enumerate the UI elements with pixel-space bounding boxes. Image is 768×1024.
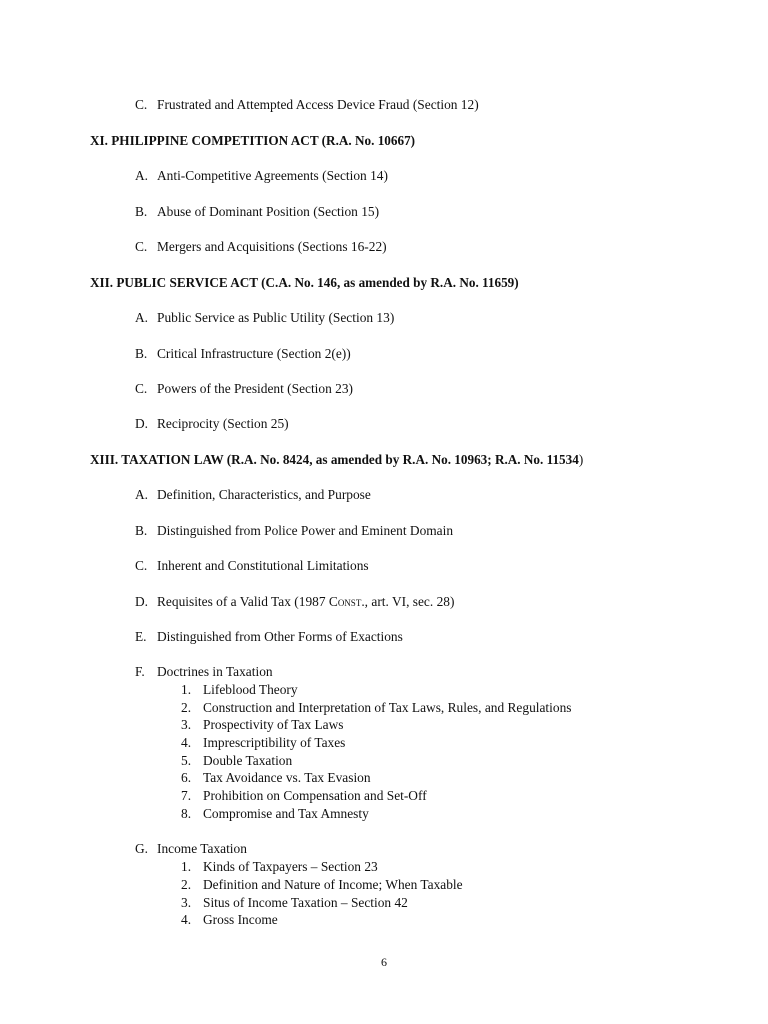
subitem-text: Distinguished from Police Power and Eminent Domain xyxy=(157,523,454,538)
outline-subitem xyxy=(135,346,351,362)
subitem-text-post: ., art. VI, sec. 28) xyxy=(361,594,455,609)
subitem-text-smallcaps: onst xyxy=(337,594,362,609)
item-text: Gross Income xyxy=(203,912,278,927)
subitem-text: Reciprocity (Section 25) xyxy=(157,416,289,431)
item-number: 2. xyxy=(181,877,192,892)
outline-subitem xyxy=(135,204,379,220)
subitem-text: Abuse of Dominant Position (Section 15) xyxy=(157,204,380,219)
item-number: 6. xyxy=(181,770,192,785)
numbered-item xyxy=(181,682,298,698)
item-text: Compromise and Tax Amnesty xyxy=(203,806,369,821)
subitem-letter: G. xyxy=(135,841,149,856)
outline-subitem xyxy=(135,97,479,113)
item-text: Lifeblood Theory xyxy=(203,682,298,697)
numbered-item xyxy=(181,717,344,733)
subitem-letter: F. xyxy=(135,664,145,679)
numbered-item xyxy=(181,859,378,875)
subitem-text: Distinguished from Other Forms of Exactions xyxy=(157,629,403,644)
outline-subitem xyxy=(135,310,394,326)
subitem-text: Frustrated and Attempted Access Device Fraud (Section 12) xyxy=(157,97,479,112)
item-text: Tax Avoidance vs. Tax Evasion xyxy=(203,770,371,785)
numbered-item xyxy=(181,895,408,911)
item-text: Situs of Income Taxation – Section 42 xyxy=(203,895,408,910)
subitem-letter: C. xyxy=(135,239,148,254)
subitem-text: Public Service as Public Utility (Section 13) xyxy=(157,310,395,325)
subitem-letter: C. xyxy=(135,97,148,112)
item-number: 3. xyxy=(181,895,192,910)
subitem-letter: D. xyxy=(135,594,149,609)
outline-subitem xyxy=(135,558,369,574)
item-text: Prohibition on Compensation and Set-Off xyxy=(203,788,427,803)
section-heading: XI. PHILIPPINE COMPETITION ACT (R.A. No. 10667) xyxy=(90,133,416,148)
subitem-letter: A. xyxy=(135,487,149,502)
page-number: 6 xyxy=(381,955,387,969)
outline-subitem xyxy=(135,629,403,645)
section-heading-bold: XIII. TAXATION LAW (R.A. No. 8424, as amended by R.A. No. 10963; R.A. No. 11534 xyxy=(90,452,579,467)
numbered-item xyxy=(181,912,278,928)
item-text: Definition and Nature of Income; When Taxable xyxy=(203,877,463,892)
outline-subitem xyxy=(135,168,388,184)
item-number: 2. xyxy=(181,700,192,715)
subitem-text: Critical Infrastructure (Section 2(e)) xyxy=(157,346,351,361)
outline-subitem xyxy=(135,239,387,255)
outline-subitem xyxy=(135,487,371,503)
subitem-letter: E. xyxy=(135,629,147,644)
subitem-text: Inherent and Constitutional Limitations xyxy=(157,558,369,573)
subitem-letter: A. xyxy=(135,310,149,325)
numbered-item xyxy=(181,700,571,716)
numbered-item xyxy=(181,877,463,893)
numbered-item xyxy=(181,806,369,822)
subitem-text: Anti-Competitive Agreements (Section 14) xyxy=(157,168,388,183)
subitem-text: Doctrines in Taxation xyxy=(157,664,273,679)
section-heading-tail: ) xyxy=(578,452,584,467)
subitem-letter: B. xyxy=(135,346,148,361)
outline-subitem xyxy=(135,594,454,610)
item-number: 8. xyxy=(181,806,192,821)
subitem-text: Definition, Characteristics, and Purpose xyxy=(157,487,371,502)
subitem-text-pre: Requisites of a Valid Tax (1987 C xyxy=(157,594,338,609)
outline-subitem xyxy=(135,664,273,680)
outline-subitem xyxy=(135,416,289,432)
numbered-item xyxy=(181,770,371,786)
numbered-item xyxy=(181,788,427,804)
numbered-item xyxy=(181,753,292,769)
subitem-letter: B. xyxy=(135,204,148,219)
item-text: Imprescriptibility of Taxes xyxy=(203,735,346,750)
outline-subitem xyxy=(135,523,453,539)
item-number: 1. xyxy=(181,682,192,697)
item-number: 1. xyxy=(181,859,192,874)
item-text: Construction and Interpretation of Tax Laws, Rules, and Regulations xyxy=(203,700,572,715)
outline-subitem xyxy=(135,381,353,397)
subitem-text: Mergers and Acquisitions (Sections 16-22) xyxy=(157,239,387,254)
subitem-text: Income Taxation xyxy=(157,841,247,856)
item-number: 3. xyxy=(181,717,192,732)
item-text: Prospectivity of Tax Laws xyxy=(203,717,344,732)
section-heading: XII. PUBLIC SERVICE ACT (C.A. No. 146, as amended by R.A. No. 11659) xyxy=(90,275,519,290)
subitem-letter: C. xyxy=(135,558,148,573)
section-heading xyxy=(90,452,583,468)
item-number: 5. xyxy=(181,753,192,768)
numbered-item xyxy=(181,735,345,751)
subitem-letter: C. xyxy=(135,381,148,396)
subitem-letter: D. xyxy=(135,416,149,431)
item-number: 4. xyxy=(181,912,192,927)
item-text: Double Taxation xyxy=(203,753,293,768)
subitem-letter: B. xyxy=(135,523,148,538)
item-number: 4. xyxy=(181,735,192,750)
item-text: Kinds of Taxpayers – Section 23 xyxy=(203,859,378,874)
outline-subitem xyxy=(135,841,247,857)
item-number: 7. xyxy=(181,788,192,803)
subitem-letter: A. xyxy=(135,168,149,183)
subitem-text: Powers of the President (Section 23) xyxy=(157,381,353,396)
